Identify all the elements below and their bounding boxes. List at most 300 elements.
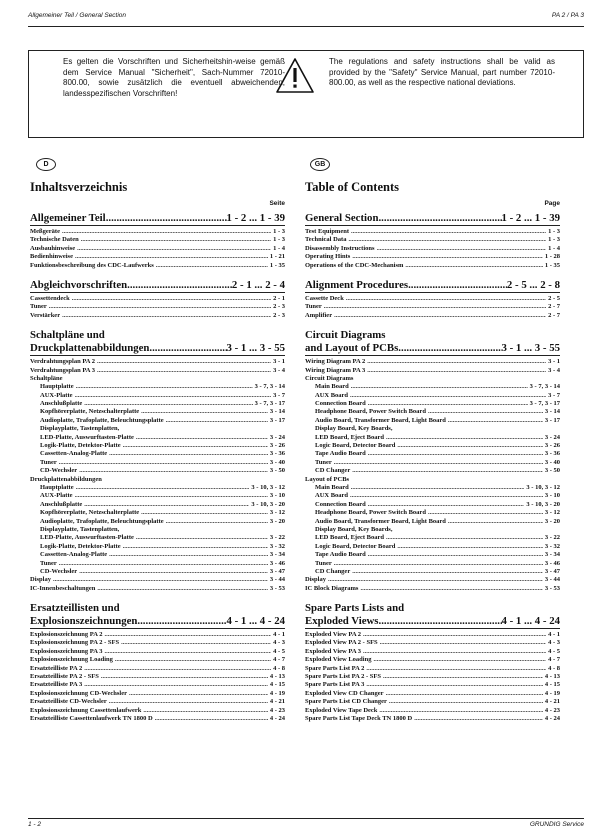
toc-sections	[305, 212, 560, 723]
toc-entry[interactable]	[305, 715, 560, 723]
entry-page: 3 - 36	[544, 450, 560, 458]
leader-dots	[106, 212, 227, 225]
section-title-line: Circuit Diagrams	[305, 329, 386, 342]
toc-entry[interactable]	[305, 400, 560, 408]
entry-title: IC-Innenbeschaltungen	[30, 584, 96, 592]
entry-title: Spare Parts List PA 3	[305, 681, 365, 689]
leader-dots	[366, 665, 546, 673]
entry-title: Logik-Platte, Detektor-Platte	[40, 542, 121, 550]
entry-title: Schaltpläne	[30, 374, 63, 382]
section-page-range: 4 - 1 ... 4 - 24	[501, 615, 560, 628]
entry-page: 3 - 7, 3 - 17	[254, 400, 285, 408]
toc-entry[interactable]	[305, 501, 560, 509]
entry-page: 3 - 47	[544, 567, 560, 575]
section-page-range: 1 - 2 ... 1 - 39	[226, 212, 285, 224]
entry-page: 1 - 3	[273, 236, 285, 244]
section-page-range: 4 - 1 ... 4 - 24	[226, 615, 285, 628]
section-title: and Layout of PCBs	[305, 342, 399, 355]
entry-page: 3 - 20	[544, 517, 560, 525]
page-column-header: Seite	[269, 200, 285, 207]
leader-dots	[97, 585, 267, 593]
toc-entry[interactable]	[305, 551, 560, 559]
toc-section	[30, 329, 285, 593]
leader-dots	[352, 568, 543, 576]
toc-entry[interactable]	[30, 442, 285, 450]
entry-page: 3 - 34	[544, 551, 560, 559]
toc-entry[interactable]	[305, 568, 560, 576]
entry-page: 3 - 4	[548, 366, 560, 374]
entry-page: 4 - 13	[544, 673, 560, 681]
toc-entry[interactable]	[30, 303, 285, 311]
leader-dots	[328, 576, 543, 584]
entry-title: Anschlußplatte	[40, 400, 83, 408]
section-heading-row	[305, 212, 560, 226]
toc-entry[interactable]	[305, 560, 560, 568]
leader-dots	[149, 342, 226, 355]
entry-page: 3 - 26	[544, 442, 560, 450]
entry-page: 4 - 5	[548, 647, 560, 655]
entry-title: Main Board	[315, 483, 349, 491]
toc-entry[interactable]	[30, 501, 285, 509]
leader-dots	[141, 509, 268, 517]
entry-page: 4 - 3	[548, 639, 560, 647]
toc-entry[interactable]	[305, 576, 560, 584]
toc-entry[interactable]	[30, 484, 285, 492]
entry-page: 3 - 17	[269, 416, 285, 424]
entry-title: CD-Wechsler	[40, 467, 78, 475]
section-heading-row	[305, 279, 560, 293]
leader-dots	[408, 279, 507, 292]
entry-title: Exploded View Tape Deck	[305, 706, 378, 714]
leader-dots	[397, 543, 542, 551]
toc-entry[interactable]	[30, 585, 285, 593]
entry-page: 3 - 12	[544, 509, 560, 517]
entry-title: Cassetten-Analog-Platte	[40, 551, 108, 559]
toc-entry[interactable]	[305, 639, 560, 647]
toc-entry[interactable]	[305, 665, 560, 673]
entry-title: Test Equipment	[305, 228, 350, 235]
entry-page: 4 - 5	[273, 647, 285, 655]
toc-entry[interactable]	[30, 383, 285, 391]
entry-title: Layout of PCBs	[305, 475, 350, 483]
leader-dots	[79, 467, 268, 475]
toc-entry[interactable]	[305, 262, 560, 270]
toc-entry[interactable]	[305, 417, 560, 425]
entry-title: Tuner	[315, 458, 332, 466]
entry-page: 3 - 24	[269, 433, 285, 441]
toc-entry[interactable]	[30, 665, 285, 673]
leader-dots	[405, 262, 542, 270]
toc-entry[interactable]	[30, 467, 285, 475]
entry-title: Amplifier	[305, 311, 333, 319]
entry-title: Ersatzteilliste CD-Wechsler	[30, 698, 107, 706]
leader-dots	[368, 450, 543, 458]
toc-entry[interactable]	[30, 400, 285, 408]
leader-dots	[79, 568, 268, 576]
leader-dots	[136, 534, 268, 542]
leader-dots	[324, 303, 546, 311]
toc-entry[interactable]	[305, 526, 560, 534]
entry-title: Hauptplatte	[40, 383, 74, 391]
entry-title: AUX Board	[315, 492, 349, 500]
entry-title: Kopfhörerplatte, Netzschalterplatte	[40, 408, 140, 416]
toc-entry[interactable]	[305, 392, 560, 400]
toc-entry[interactable]	[30, 518, 285, 526]
leader-dots	[367, 367, 546, 375]
toc-entry[interactable]	[305, 358, 560, 366]
section-heading-row	[30, 615, 285, 629]
toc-entry[interactable]	[30, 262, 285, 270]
toc-entry[interactable]	[30, 295, 285, 303]
leader-dots	[75, 392, 272, 400]
entry-page: 4 - 21	[544, 698, 560, 706]
entry-title: Exploded View PA 3	[305, 647, 362, 655]
toc-group-heading[interactable]	[305, 375, 560, 383]
entry-title: Cassetten-Analog-Platte	[40, 450, 108, 458]
toc-entry[interactable]	[305, 681, 560, 689]
entry-page: 3 - 14	[269, 408, 285, 416]
toc-entry[interactable]	[30, 715, 285, 723]
entry-title: Connection Board	[315, 500, 366, 508]
entry-page: 3 - 7, 3 - 14	[254, 383, 285, 391]
entry-title: Exploded View PA 2	[305, 631, 362, 639]
safety-notice-box	[28, 50, 584, 138]
entry-title: Ausbauhinweise	[30, 244, 76, 252]
section-title: Alignment Procedures	[305, 278, 409, 291]
toc-entry[interactable]	[30, 526, 285, 534]
section-title-line: Spare Parts Lists and	[305, 602, 405, 615]
entry-title: Ersatzteilliste PA 2 - SFS	[30, 673, 99, 681]
toc-entry[interactable]	[30, 450, 285, 458]
toc-section	[305, 602, 560, 723]
german-language-badge: D	[36, 158, 56, 171]
leader-dots	[104, 631, 271, 639]
toc-entry[interactable]	[30, 648, 285, 656]
leader-dots	[380, 639, 546, 647]
entry-title: Explosionszeichnung CD-Wechsler	[30, 689, 127, 697]
entry-title: LED-Platte, Auswurftasten-Platte	[40, 433, 134, 441]
entry-title: Druckplattenabbildungen	[30, 475, 102, 483]
entry-page: 3 - 26	[269, 442, 285, 450]
toc-entry[interactable]	[30, 425, 285, 433]
entry-page: 4 - 7	[273, 656, 285, 664]
toc-group-heading[interactable]	[30, 476, 285, 484]
toc-entry[interactable]	[30, 367, 285, 375]
entry-page: 2 - 5	[548, 294, 560, 302]
toc-english-column	[305, 180, 560, 723]
leader-dots	[109, 698, 268, 706]
toc-entry[interactable]	[305, 707, 560, 715]
entry-title: Tape Audio Board	[315, 450, 366, 458]
toc-entry[interactable]	[30, 228, 285, 236]
toc-entry[interactable]	[30, 392, 285, 400]
leader-dots	[127, 279, 232, 292]
entry-title: Audioplatte, Trafoplatte, Beleuchtungsplatte	[40, 416, 164, 424]
toc-entry[interactable]	[30, 656, 285, 664]
section-title-line: Ersatzteillisten und	[30, 602, 120, 615]
entry-page: 4 - 19	[544, 689, 560, 697]
entry-page: 3 - 53	[544, 584, 560, 592]
section-page-range: 1 - 2 ... 1 - 39	[501, 212, 560, 224]
leader-dots	[366, 681, 542, 689]
toc-entry[interactable]	[30, 698, 285, 706]
entry-title: Wiring Diagram PA 3	[305, 366, 366, 374]
section-page-range: 3 - 1 ... 3 - 55	[501, 342, 560, 355]
leader-dots	[123, 442, 268, 450]
page-number: 1 - 2	[28, 821, 42, 828]
toc-entry[interactable]	[30, 690, 285, 698]
entry-page: 4 - 24	[544, 714, 560, 722]
entry-page: 3 - 44	[269, 576, 285, 584]
toc-entry[interactable]	[30, 707, 285, 715]
section-heading-row	[30, 212, 285, 226]
leader-dots	[414, 715, 543, 723]
entry-page: 4 - 19	[269, 689, 285, 697]
toc-entry[interactable]	[305, 656, 560, 664]
entry-title: Ersatzteilliste PA 3	[30, 681, 83, 689]
entry-title: CD-Wechsler	[40, 567, 78, 575]
entry-title: LED-Platte, Auswurftasten-Platte	[40, 534, 134, 542]
toc-entry[interactable]	[305, 450, 560, 458]
entry-title: Display	[30, 576, 51, 584]
section-page-range: 3 - 1 ... 3 - 55	[226, 342, 285, 355]
leader-dots	[398, 342, 501, 355]
leader-dots	[351, 383, 528, 391]
entry-title: Logic Board, Detector Board	[315, 442, 396, 450]
toc-entry[interactable]	[305, 467, 560, 475]
leader-dots	[123, 543, 268, 551]
section-title: Explosionszeichnungen	[30, 615, 138, 628]
toc-entry[interactable]	[30, 568, 285, 576]
leader-dots	[334, 312, 546, 320]
leader-dots	[448, 518, 543, 526]
entry-title: Cassette Deck	[305, 294, 344, 302]
entry-page: 1 - 3	[548, 228, 560, 235]
leader-dots	[351, 484, 525, 492]
toc-entry[interactable]	[305, 518, 560, 526]
entry-page: 4 - 1	[273, 631, 285, 639]
entry-title: Headphone Board, Power Switch Board	[315, 408, 426, 416]
leader-dots	[377, 245, 547, 253]
toc-entry[interactable]	[305, 509, 560, 517]
toc-entry[interactable]	[305, 367, 560, 375]
leader-dots	[136, 434, 268, 442]
entry-page: 4 - 1	[548, 631, 560, 639]
leader-dots	[378, 212, 501, 225]
leader-dots	[109, 551, 268, 559]
leader-dots	[448, 417, 543, 425]
toc-entry[interactable]	[305, 543, 560, 551]
entry-title: Anschlußplatte	[40, 500, 83, 508]
toc-entry[interactable]	[305, 383, 560, 391]
entry-page: 2 - 7	[548, 303, 560, 311]
toc-entry[interactable]	[305, 534, 560, 542]
toc-entry[interactable]	[305, 253, 560, 261]
entry-page: 1 - 3	[273, 228, 285, 235]
toc-entry[interactable]	[30, 639, 285, 647]
entry-title: LED Board, Eject Board	[315, 534, 384, 542]
toc-entry[interactable]	[30, 459, 285, 467]
entry-title: Kopfhörerplatte, Netzschalterplatte	[40, 509, 140, 517]
leader-dots	[101, 673, 268, 681]
toc-entry[interactable]	[30, 492, 285, 500]
toc-entry[interactable]	[30, 673, 285, 681]
leader-dots	[383, 673, 543, 681]
leader-dots	[363, 631, 546, 639]
leader-dots	[129, 690, 268, 698]
leader-dots	[81, 236, 271, 244]
entry-title: Tuner	[30, 303, 47, 311]
entry-title: Operating Hints	[305, 253, 351, 261]
leader-dots	[386, 534, 543, 542]
leader-dots	[75, 492, 268, 500]
leader-dots	[59, 560, 268, 568]
toc-entry[interactable]	[30, 434, 285, 442]
toc-group-heading[interactable]	[305, 476, 560, 484]
entry-title: IC Block Diagrams	[305, 584, 359, 592]
entry-title: Tuner	[305, 303, 322, 311]
entry-page: 2 - 3	[273, 311, 285, 319]
toc-entry[interactable]	[305, 673, 560, 681]
entry-page: 3 - 36	[269, 450, 285, 458]
toc-entry[interactable]	[305, 295, 560, 303]
section-title-line: Schaltpläne und	[30, 329, 105, 342]
toc-entry[interactable]	[305, 585, 560, 593]
entry-title: Display Board, Key Boards,	[315, 525, 393, 533]
toc-entry[interactable]	[30, 560, 285, 568]
leader-dots	[59, 459, 268, 467]
toc-entry[interactable]	[305, 303, 560, 311]
entry-title: Technische Daten	[30, 236, 79, 244]
toc-entry[interactable]	[30, 631, 285, 639]
entry-title: Headphone Board, Power Switch Board	[315, 509, 426, 517]
entry-page: 3 - 4	[273, 366, 285, 374]
toc-entry[interactable]	[305, 648, 560, 656]
toc-entry[interactable]	[30, 576, 285, 584]
section-title: Druckplattenabbildungen	[30, 342, 150, 355]
toc-entry[interactable]	[30, 358, 285, 366]
section-heading-row	[305, 342, 560, 356]
toc-entry[interactable]	[305, 312, 560, 320]
toc-entry[interactable]	[305, 690, 560, 698]
toc-entry[interactable]	[30, 543, 285, 551]
leader-dots	[76, 484, 250, 492]
entry-page: 4 - 8	[548, 664, 560, 672]
entry-title: Tuner	[315, 559, 332, 567]
entry-title: Ersatzteilliste Cassettenlaufwerk TN 1800 D	[30, 714, 153, 722]
toc-entry[interactable]	[30, 551, 285, 559]
leader-dots	[389, 698, 543, 706]
toc-entry[interactable]	[305, 434, 560, 442]
entry-title: Funktionsbeschreibung des CDC-Laufwerks	[30, 261, 154, 269]
toc-entry[interactable]	[305, 484, 560, 492]
leader-dots	[49, 303, 271, 311]
toc-entry[interactable]	[305, 228, 560, 236]
section-heading-row	[30, 279, 285, 293]
entry-title: Circuit Diagrams	[305, 374, 354, 382]
entry-title: Disassembly Instructions	[305, 244, 375, 252]
toc-entry[interactable]	[30, 236, 285, 244]
toc-entry[interactable]	[30, 253, 285, 261]
leader-dots	[166, 518, 268, 526]
toc-title-german: Inhaltsverzeichnis	[30, 180, 128, 194]
entry-page: 3 - 40	[544, 458, 560, 466]
toc-entry[interactable]	[305, 245, 560, 253]
toc-section	[305, 212, 560, 270]
toc-entry[interactable]	[305, 631, 560, 639]
section-title: General Section	[305, 212, 379, 224]
leader-dots	[76, 383, 253, 391]
entry-page: 1 - 35	[544, 261, 560, 269]
page-footer	[28, 818, 584, 833]
toc-entry[interactable]	[305, 425, 560, 433]
leader-dots	[363, 648, 546, 656]
toc-entry[interactable]	[30, 312, 285, 320]
entry-page: 3 - 7	[273, 391, 285, 399]
leader-dots	[379, 615, 502, 628]
toc-entry[interactable]	[305, 408, 560, 416]
entry-page: 3 - 7, 3 - 17	[529, 400, 560, 408]
entry-page: 3 - 10, 3 - 12	[526, 483, 560, 491]
entry-page: 3 - 50	[269, 467, 285, 475]
toc-entry[interactable]	[30, 408, 285, 416]
entry-page: 1 - 28	[544, 253, 560, 261]
entry-title: Meßgeräte	[30, 228, 60, 235]
leader-dots	[348, 236, 546, 244]
entry-title: Connection Board	[315, 400, 366, 408]
brand-label: GRUNDIG Service	[529, 821, 584, 828]
toc-entry[interactable]	[30, 681, 285, 689]
entry-page: 3 - 1	[273, 358, 285, 366]
section-page-range: 2 - 5 ... 2 - 8	[506, 278, 560, 291]
entry-page: 3 - 32	[544, 542, 560, 550]
toc-entry[interactable]	[305, 459, 560, 467]
entry-page: 3 - 46	[544, 559, 560, 567]
toc-entry[interactable]	[305, 492, 560, 500]
toc-entry[interactable]	[305, 442, 560, 450]
leader-dots	[137, 615, 226, 628]
entry-page: 3 - 1	[548, 358, 560, 366]
toc-entry[interactable]	[30, 509, 285, 517]
leader-dots	[386, 434, 543, 442]
toc-entry[interactable]	[305, 236, 560, 244]
leader-dots	[397, 442, 542, 450]
entry-title: CD Changer	[315, 567, 351, 575]
toc-group-heading[interactable]	[30, 375, 285, 383]
entry-page: 3 - 10, 3 - 12	[251, 483, 285, 491]
entry-title: Spare Parts List CD Changer	[305, 698, 387, 706]
section-title: Allgemeiner Teil	[30, 212, 106, 224]
toc-section	[305, 279, 560, 320]
leader-dots	[368, 501, 525, 509]
toc-entry[interactable]	[30, 417, 285, 425]
section-title: Exploded Views	[305, 615, 379, 628]
entry-title: Explosionszeichnung PA 2 - SFS	[30, 639, 120, 647]
leader-dots	[143, 707, 267, 715]
toc-entry[interactable]	[305, 698, 560, 706]
entry-title: Verstärker	[30, 311, 61, 319]
leader-dots	[166, 417, 268, 425]
toc-entry[interactable]	[30, 245, 285, 253]
entry-title: Verdrahtungsplan PA 3	[30, 366, 96, 374]
entry-title: Main Board	[315, 383, 349, 391]
entry-title: Explosionszeichnung Loading	[30, 656, 113, 664]
toc-entry[interactable]	[30, 534, 285, 542]
entry-title: Exploded View CD Changer	[305, 689, 384, 697]
entry-page: 3 - 22	[544, 534, 560, 542]
entry-title: Spare Parts List PA 2 - SFS	[305, 673, 381, 681]
entry-page: 3 - 50	[544, 467, 560, 475]
